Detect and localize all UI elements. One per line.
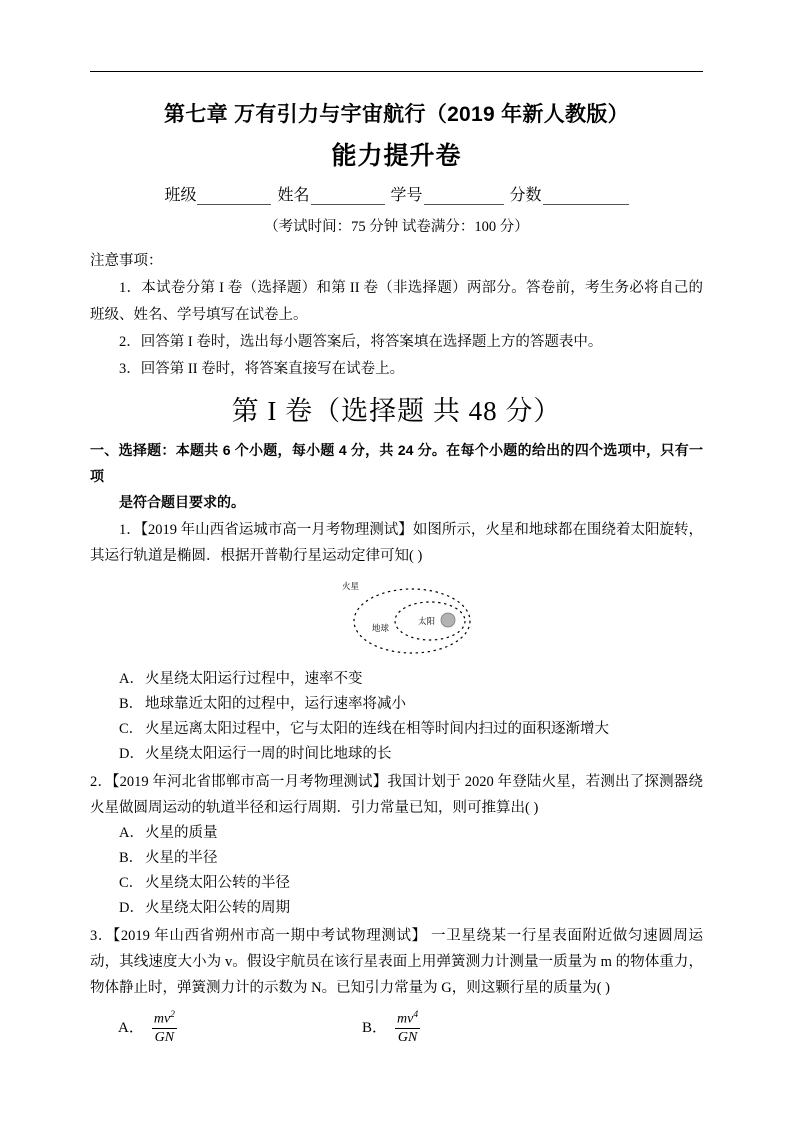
option-1-c[interactable]	[90, 717, 703, 742]
part-instructions-line2: 是符合题目要求的。	[119, 494, 245, 510]
blank-field-score[interactable]	[510, 182, 629, 205]
blank-label-class: 班级	[164, 187, 197, 204]
option-1-b-letter: B．	[119, 696, 144, 712]
question-3	[90, 923, 703, 1058]
option-1-a-letter: A．	[119, 671, 144, 687]
option-3-a[interactable]	[118, 1010, 178, 1046]
blank-field-student-id[interactable]	[391, 182, 510, 205]
notices-heading: 注意事项：	[90, 253, 163, 269]
page-title: 第七章 万有引力与宇宙航行（2019 年新人教版）	[164, 103, 629, 126]
question-2-stem: 2．【2019 年河北省邯郸市高一月考物理测试】我国计划于 2020 年登陆火星，若测出了探测器绕火星做圆周运动的轨道半径和运行周期．引力常量已知，则可推算出( )	[90, 774, 703, 816]
blank-label-score: 分数	[509, 187, 542, 204]
blank-line-student-id[interactable]	[424, 189, 504, 205]
option-3-a-exponent: 2	[170, 1010, 175, 1020]
option-2-d-text: 火星绕太阳公转的周期	[145, 900, 290, 916]
blank-label-name: 姓名	[277, 187, 310, 204]
option-1-c-text: 火星远离太阳过程中，它与太阳的连线在相等时间内扫过的面积逐渐增大	[145, 721, 609, 737]
option-3-a-letter: A．	[118, 1020, 144, 1036]
option-2-c[interactable]	[90, 871, 703, 896]
option-3-b-letter: B．	[362, 1020, 388, 1036]
option-3-b-numerator: $mv^4$	[397, 1010, 419, 1027]
option-2-b[interactable]	[90, 846, 703, 871]
exam-info-line: （考试时间：75 分钟 试卷满分：100 分）	[264, 219, 529, 235]
option-2-d-letter: D．	[119, 900, 144, 916]
question-3-options	[90, 1010, 703, 1058]
option-3-b-fraction	[394, 1010, 421, 1046]
earth-orbit-label: 地球	[372, 623, 390, 633]
notice-item-2: 2．回答第 I 卷时，选出每小题答案后，将答案填在选择题上方的答题表中。	[119, 334, 603, 350]
option-1-d-letter: D．	[119, 746, 144, 762]
student-info-blanks	[90, 182, 703, 205]
blank-line-score[interactable]	[543, 189, 629, 205]
header-rule	[90, 71, 703, 72]
option-3-b[interactable]	[362, 1010, 421, 1046]
orbit-diagram	[330, 575, 490, 667]
option-3-a-fraction	[151, 1010, 178, 1046]
option-1-b[interactable]	[90, 692, 703, 717]
blank-line-class[interactable]	[197, 189, 271, 205]
section-heading: 第 I 卷（选择题 共 48 分）	[231, 396, 562, 426]
option-2-a-text: 火星的质量	[145, 825, 218, 841]
option-2-b-letter: B．	[119, 850, 144, 866]
option-1-d[interactable]	[90, 742, 703, 767]
question-body	[90, 437, 703, 1058]
question-1	[90, 517, 703, 767]
question-1-stem: 1．【2019 年山西省运城市高一月考物理测试】如图所示，火星和地球都在围绕着太阳旋转，其运行轨道是椭圆．根据开普勒行星运动定律可知( )	[90, 522, 703, 564]
notice-item-3: 3．回答第 II 卷时，将答案直接写在试卷上。	[119, 361, 405, 377]
notices-block	[90, 248, 703, 383]
question-1-figure	[90, 575, 703, 667]
option-3-b-exponent: 4	[413, 1010, 419, 1020]
part-instructions	[90, 437, 703, 515]
question-1-options	[90, 667, 703, 767]
option-3-a-denominator: GN	[152, 1028, 177, 1046]
page-subtitle: 能力提升卷	[331, 142, 462, 170]
option-3-b-denominator: GN	[395, 1028, 420, 1046]
question-2-options	[90, 821, 703, 921]
option-1-c-letter: C．	[119, 721, 144, 737]
blank-line-name[interactable]	[311, 189, 385, 205]
sun-label: 太阳	[418, 616, 436, 626]
blank-label-student-id: 学号	[390, 187, 423, 204]
blank-field-name[interactable]	[277, 182, 390, 205]
option-1-a[interactable]	[90, 667, 703, 692]
question-3-stem: 3．【2019 年山西省朔州市高一期中考试物理测试】 一卫星绕某一行星表面附近做匀速圆周运动，其线速度大小为 v。假设宇航员在该行星表面上用弹簧测力计测量一质量为 m 的物体重力，物体静止时，弹簧测力计的示数为 N。已知引力常量为 G，则这颗行星的质量为( )	[90, 928, 703, 996]
option-2-d[interactable]	[90, 896, 703, 921]
blank-field-class[interactable]	[164, 182, 277, 205]
option-2-c-letter: C．	[119, 875, 144, 891]
notice-item-1: 1．本试卷分第 I 卷（选择题）和第 II 卷（非选择题）两部分。答卷前，考生务必将自己的班级、姓名、学号填写在试卷上。	[90, 280, 703, 323]
option-2-b-text: 火星的半径	[145, 850, 218, 866]
question-2	[90, 769, 703, 921]
option-2-c-text: 火星绕太阳公转的半径	[145, 875, 290, 891]
part-instructions-line1: 一、选择题：本题共 6 个小题，每小题 4 分，共 24 分。在每个小题的给出的四个选项中，只有一项	[90, 442, 703, 484]
option-2-a[interactable]	[90, 821, 703, 846]
option-1-d-text: 火星绕太阳运行一周的时间比地球的长	[145, 746, 392, 762]
option-1-b-text: 地球靠近太阳的过程中，运行速率将减小	[145, 696, 406, 712]
option-3-a-numerator: $mv^2$	[153, 1010, 175, 1027]
mars-orbit-label: 火星	[342, 581, 360, 591]
option-1-a-text: 火星绕太阳运行过程中，速率不变	[145, 671, 363, 687]
sun-body	[441, 613, 455, 627]
option-2-a-letter: A．	[119, 825, 144, 841]
